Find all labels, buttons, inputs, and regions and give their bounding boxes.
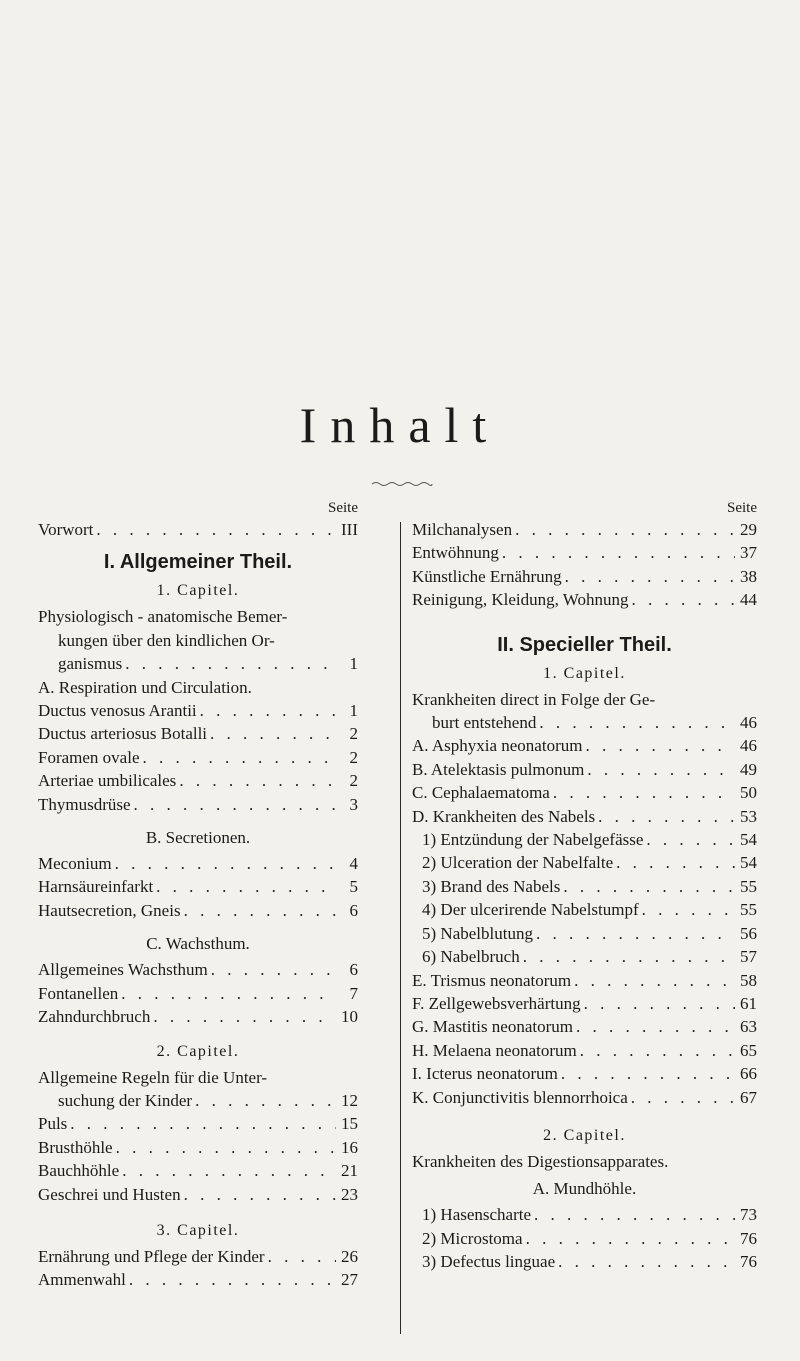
toc-entry [38,1112,358,1135]
leader-dots [208,958,336,981]
toc-entry-label: Zahndurchbruch [38,1007,151,1027]
toc-entry-page: 54 [740,853,757,873]
toc-entry-page: 12 [341,1090,358,1110]
toc-entry-page: 2 [349,771,358,791]
toc-entry-page: 2 [349,747,358,767]
toc-entry-page: 49 [740,759,757,779]
toc-entry-label: 4) Der ulcerirende Nabelstumpf [422,900,639,920]
toc-entry-label: E. Trismus neonatorum [412,970,572,990]
toc-entry-page: 7 [349,983,358,1003]
leader-dots [582,734,735,757]
toc-entry-page: 73 [740,1205,757,1225]
toc-entry-page: 44 [740,590,757,610]
toc-entry [38,1245,358,1268]
leader-dots [113,1136,336,1159]
toc-entry-page: 76 [740,1252,757,1272]
toc-entry-page: 6 [349,900,358,920]
toc-entry-line: kungen über den kindlichen Or- [58,630,275,650]
toc-entry-label: 6) Nabelbruch [422,947,520,967]
toc-entry-label: Ductus venosus Arantii [38,701,197,721]
toc-entry [38,722,358,745]
toc-entry-label: C. Cephalaematoma [412,783,550,803]
section-heading: B. Secretionen. [145,828,251,848]
leader-dots [639,898,735,921]
toc-entry-label: Foramen ovale [38,747,140,767]
toc-entry-label: 5) Nabelblutung [422,923,533,943]
toc-entry-page: 46 [740,736,757,756]
toc-entry-label: 3) Brand des Nabels [422,876,561,896]
toc-subentry [412,1227,757,1250]
toc-sublist [412,828,757,968]
toc-entry [38,1183,358,1206]
leader-dots [577,1039,735,1062]
chapter-heading: 2. Capitel. [156,1042,240,1060]
toc-entry-label: ganismus [58,654,123,674]
leader-dots [520,945,735,968]
toc-entry-label: 1) Hasenscharte [422,1205,532,1225]
toc-entry [38,769,358,792]
chapter-heading: 1. Capitel. [156,582,240,600]
toc-entry-label: Allgemeines Wachsthum [38,960,208,980]
toc-entry-line: Physiologisch - anatomische Bemer- [38,607,288,627]
toc-entry-page: 27 [341,1270,358,1290]
toc-left-column [38,498,358,1292]
toc-entry [38,1089,358,1112]
toc-entry [412,781,757,804]
leader-dots [643,828,735,851]
toc-entry-label: 2) Ulceration der Nabelfalte [422,853,614,873]
toc-list [38,699,358,816]
toc-entry-label: B. Atelektasis pulmonum [412,759,585,779]
leader-dots [512,518,735,541]
leader-dots [571,969,735,992]
toc-entry-label: Künstliche Ernährung [412,566,562,586]
toc-entry-page: 65 [740,1040,757,1060]
leader-dots [533,922,735,945]
toc-entry-label: Harnsäureinfarkt [38,877,154,897]
toc-entry-page: 10 [341,1007,358,1027]
toc-entry [38,746,358,769]
leader-dots [523,1227,735,1250]
toc-entry-page: 1 [349,701,358,721]
toc-entry [38,958,358,981]
toc-entry-label: Brusthöhle [38,1137,113,1157]
toc-entry [412,1062,757,1085]
toc-entry [38,1159,358,1182]
leader-dots [531,1203,735,1226]
toc-entry [412,518,757,541]
toc-entry [38,793,358,816]
section-heading: C. Wachsthum. [146,934,250,954]
toc-list [38,1245,358,1292]
column-divider [400,522,401,1334]
toc-entry-line: Krankheiten direct in Folge der Ge- [412,689,656,709]
leader-dots [122,652,336,675]
toc-entry [412,734,757,757]
toc-entry [412,1015,757,1038]
toc-subentry [412,1203,757,1226]
toc-entry-page: 26 [341,1246,358,1266]
toc-entry-page: 58 [740,970,757,990]
toc-entry-page: 53 [740,806,757,826]
toc-right-column [412,498,757,1274]
toc-entry [38,899,358,922]
toc-entry [412,711,757,734]
toc-entry-page: 57 [740,947,757,967]
toc-subentry [412,875,757,898]
leader-dots [153,875,336,898]
toc-entry-page: 66 [740,1064,757,1084]
leader-dots [499,541,735,564]
toc-entry-label: G. Mastitis neonatorum [412,1017,574,1037]
toc-entry-label: A. Asphyxia neonatorum [412,736,583,756]
chapter-heading: 3. Capitel. [156,1221,240,1239]
chapter-subtitle: Krankheiten des Digestionsapparates. [412,1151,669,1171]
leader-dots [181,1183,336,1206]
leader-dots [555,1250,735,1273]
section-heading: A. Respiration und Circulation. [38,677,252,697]
toc-entry-page: 6 [349,960,358,980]
toc-entry [412,969,757,992]
page-title: Inhalt [299,397,501,453]
toc-entry-page: 29 [740,520,757,539]
toc-entry-label: suchung der Kinder [58,1090,193,1110]
toc-entry-line: Allgemeine Regeln für die Unter- [38,1067,268,1087]
toc-entry [38,652,358,675]
leader-dots [150,1005,336,1028]
leader-dots [573,1015,735,1038]
toc-entry [38,699,358,722]
leader-dots [584,758,735,781]
toc-entry-label: D. Krankheiten des Nabels [412,806,596,826]
toc-subentry [412,898,757,921]
leader-dots [581,992,735,1015]
toc-entry-page: 16 [341,1137,358,1157]
leader-dots [628,588,735,611]
toc-list [38,852,358,922]
leader-dots [613,851,735,874]
toc-subentry [412,922,757,945]
toc-subentry [412,828,757,851]
leader-dots [558,1062,735,1085]
leader-dots [176,769,336,792]
toc-entry-label: K. Conjunctivitis blennorrhoica [412,1087,628,1107]
toc-entry-label: Ernährung und Pflege der Kinder [38,1246,265,1266]
toc-entry [412,541,757,564]
toc-entry-page: III [341,520,358,539]
toc-entry-page: 37 [740,543,757,563]
toc-entry [412,805,757,828]
toc-subentry [412,945,757,968]
chapter-heading: 2. Capitel. [543,1126,626,1144]
leader-dots [550,781,735,804]
seite-heading: Seite [328,500,358,516]
toc-entry-label: Bauchhöhle [38,1161,120,1181]
toc-entry-label: Geschrei und Husten [38,1184,181,1204]
leader-dots [93,518,336,541]
toc-list [38,958,358,1028]
toc-entry-page: 54 [740,830,757,850]
toc-entry-label: 1) Entzündung der Nabelgefässe [422,830,644,850]
toc-entry-label: 2) Microstoma [422,1228,523,1248]
toc-list [38,1112,358,1206]
leader-dots [207,722,336,745]
leader-dots [119,1159,336,1182]
leader-dots [536,711,735,734]
toc-entry-label: Entwöhnung [412,543,499,563]
leader-dots [126,1268,336,1291]
toc-entry-page: 61 [740,993,757,1013]
toc-entry-label: burt entstehend [432,713,537,733]
toc-entry-page: 5 [349,877,358,897]
toc-entry [38,875,358,898]
toc-entry-label: Milchanalysen [412,520,513,539]
leader-dots [181,899,336,922]
leader-dots [140,746,337,769]
toc-entry [38,1268,358,1291]
toc-entry-page: 15 [341,1114,358,1134]
toc-entry-page: 76 [740,1228,757,1248]
toc-entry [38,1005,358,1028]
toc-entry-page: 55 [740,900,757,920]
toc-entry-label: Reinigung, Kleidung, Wohnung [412,590,629,610]
leader-dots [265,1245,336,1268]
leader-dots [628,1086,735,1109]
leader-dots [67,1112,336,1135]
toc-entry [38,1136,358,1159]
toc-subentry [412,1250,757,1273]
toc-entry-label: H. Melaena neonatorum [412,1040,577,1060]
toc-entry-page: 3 [349,794,358,814]
toc-entry-label: Ductus arteriosus Botalli [38,724,208,744]
toc-sublist [412,1203,757,1273]
toc-entry-page: 1 [349,654,358,674]
toc-entry-page: 46 [740,713,757,733]
toc-entry-label: Meconium [38,854,112,874]
toc-entry [412,1086,757,1109]
toc-entry-page: 2 [349,724,358,744]
toc-entry [412,1039,757,1062]
leader-dots [595,805,735,828]
toc-entry-label: Hautsecretion, Gneis [38,900,181,920]
toc-entry-page: 38 [740,566,757,586]
toc-entry-label: 3) Defectus linguae [422,1252,556,1272]
leader-dots [560,875,735,898]
toc-entry-label: Ammenwahl [38,1270,126,1290]
toc-entry-page: 4 [349,854,358,874]
toc-entry [412,565,757,588]
toc-entry-page: 50 [740,783,757,803]
toc-entry-label: Arteriae umbilicales [38,771,177,791]
toc-list [412,518,757,612]
toc-entry [412,588,757,611]
part-heading: II. Specieller Theil. [497,633,672,656]
toc-entry-label: Vorwort [38,520,94,539]
toc-entry-label: I. Icterus neonatorum [412,1064,558,1084]
toc-entry-vorwort [38,518,358,541]
toc-entry [412,992,757,1015]
toc-list [412,734,757,828]
leader-dots [197,699,336,722]
leader-dots [192,1089,336,1112]
toc-entry-page: 23 [341,1184,358,1204]
section-heading: A. Mundhöhle. [532,1179,637,1199]
toc-entry-page: 67 [740,1087,757,1107]
toc-entry-page: 56 [740,923,757,943]
toc-list [412,969,757,1109]
leader-dots [118,982,336,1005]
toc-entry-label: Fontanellen [38,983,119,1003]
leader-dots [112,852,336,875]
toc-entry-label: F. Zellgewebsverhärtung [412,993,581,1013]
toc-entry [38,852,358,875]
ornament-divider [370,479,434,489]
seite-heading: Seite [727,500,757,516]
leader-dots [562,565,735,588]
chapter-heading: 1. Capitel. [543,664,626,682]
toc-entry-page: 21 [341,1161,358,1181]
toc-entry-page: 55 [740,876,757,896]
toc-entry [412,758,757,781]
toc-entry-label: Puls [38,1114,68,1134]
toc-entry-label: Thymusdrüse [38,794,131,814]
toc-entry-page: 63 [740,1017,757,1037]
toc-entry [38,982,358,1005]
part-heading: I. Allgemeiner Theil. [103,551,293,574]
leader-dots [131,793,336,816]
toc-subentry [412,851,757,874]
